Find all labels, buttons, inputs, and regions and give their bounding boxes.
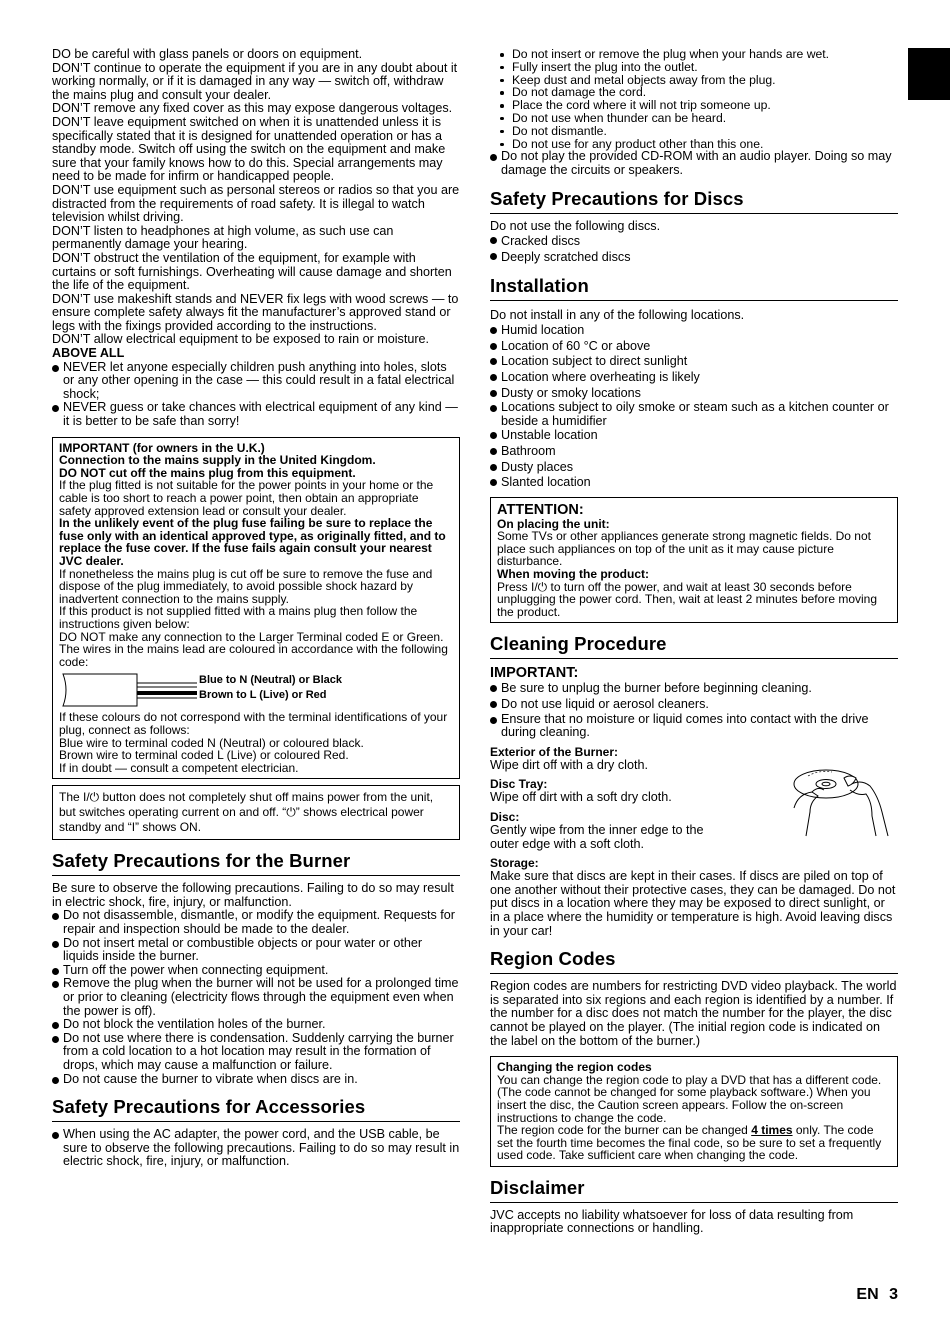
list-item: Location of 60 °C or above	[490, 339, 898, 355]
intro-paragraph: DON’T allow electrical equipment to be exposed to rain or moisture.	[52, 332, 430, 347]
tray-label: Disc Tray:	[490, 777, 548, 792]
list-item: Dusty or smoky locations	[490, 386, 898, 402]
language-code: EN	[856, 1286, 879, 1303]
uk-box-text: If the plug fitted is not suitable for the power points in your home or the cable is too short to reach a power point, then obtain an appropriate safety approved extension lead or consult your dealer.	[59, 478, 434, 518]
list-item: Location where overheating is likely	[490, 370, 898, 386]
list-item: Do not block the ventilation holes of the burner.	[52, 1018, 460, 1032]
intro-paragraph: DON’T continue to operate the equipment if you are in any doubt about it working normally, or if it is damaged in any way — switch off, withdraw the mains plug and consult your dealer.	[52, 60, 458, 102]
intro-section	[52, 48, 460, 429]
intro-paragraph: DON’T obstruct the ventilation of the equipment, for example with curtains or soft furnishings. Overheating will cause damage and shorten the life of the equipment.	[52, 250, 452, 293]
list-item: Keep dust and metal objects away from the plug.	[500, 74, 898, 87]
burner-precautions-list	[52, 909, 460, 1086]
region-limit-text: The region code for the burner can be changed	[497, 1123, 752, 1138]
list-item: Locations subject to oily smoke or steam such as a kitchen counter or beside a humidifier	[490, 401, 898, 428]
region-change-box	[490, 1056, 898, 1167]
list-item: Do not insert or remove the plug when your hands are wet.	[500, 48, 898, 61]
attention-box	[490, 497, 898, 624]
region-box-limit	[497, 1124, 891, 1162]
uk-box-text: DO NOT make any connection to the Larger Terminal coded E or Green.	[59, 629, 444, 644]
exterior-text: Wipe dirt off with a dry cloth.	[490, 757, 648, 772]
intro-paragraph: DON’T listen to headphones at high volume, as such use can permanently damage your hearing.	[52, 223, 394, 252]
storage-text: Make sure that discs are kept in their cases. If discs are piled on top of one another without their protective cases, they can be damaged. Do not put discs in a location where they may be exposed to direct sunlight, or in a place where the humidity or temperature is high. Avoid leaving discs in your car!	[490, 869, 896, 938]
region-text: Region codes are numbers for restricting DVD video playback. The world is separated into six regions and each region is identified by a number. If the number for a disc does not match the number for the player, the disc cannot be played on the player. (The initial region code is indicated on the label on the bottom of the burner.)	[490, 979, 897, 1048]
uk-box-fuse-warning: In the unlikely event of the plug fuse failing be sure to replace the fuse only with an identical approved type, as originally fitted, and to replace the fuse cover. If the fuse fails again consult your nearest JVC dealer.	[59, 516, 446, 568]
list-item: Ensure that no moisture or liquid comes into contact with the drive during cleaning.	[490, 713, 898, 740]
page-number	[856, 1286, 898, 1304]
list-item: Do not disassemble, dismantle, or modify the equipment. Requests for repair and inspection should be made to the dealer.	[52, 909, 460, 936]
intro-paragraph: DON’T use equipment such as personal stereos or radios so that you are distracted from the requirements of road safety. It is illegal to watch television whilst driving.	[52, 182, 460, 225]
list-item: Do not cause the burner to vibrate when discs are in.	[52, 1073, 460, 1087]
discs-intro: Do not use the following discs.	[490, 218, 661, 233]
page-number-value: 3	[889, 1286, 898, 1303]
intro-paragraph: DON’T remove any fixed cover as this may expose dangerous voltages.	[52, 101, 453, 116]
list-item: Do not damage the cord.	[500, 86, 898, 99]
region-box-text: You can change the region code to play a DVD that has a different code. (The code cannot be changed for some playback software.) When you insert the disc, the Caution screen appears. Follow the on-screen instructions to change the code.	[497, 1072, 882, 1125]
above-all-list	[52, 361, 460, 429]
attention-text: Some TVs or other appliances generate strong magnetic fields. Do not place such appliances on top of the unit as it may cause picture disturbance.	[497, 529, 871, 569]
list-item: Do not use when thunder can be heard.	[500, 112, 898, 125]
installation-intro: Do not install in any of the following locations.	[490, 308, 745, 323]
mains-lead-illustration	[59, 672, 199, 708]
wire-label-blue: Blue to N (Neutral) or Black	[199, 674, 343, 687]
storage-label: Storage:	[490, 856, 539, 871]
list-item: Bathroom	[490, 444, 898, 460]
tray-text: Wipe off dirt with a soft dry cloth.	[490, 790, 672, 805]
intro-paragraph: DON’T leave equipment switched on when it is unattended unless it is specifically stated that it is designed for unattended operation or has a standby mode. Switch off using the switch on the equipment and make sure that your family knows how to do this. Special arrangements may need to be made for infirm or handicapped people.	[52, 114, 446, 184]
cleaning-details	[490, 746, 898, 938]
plug-precautions-list	[490, 48, 898, 150]
uk-box-text: Brown wire to terminal coded L (Live) or coloured Red.	[59, 748, 349, 763]
disc-text: Gently wipe from the inner edge to the outer edge with a soft cloth.	[490, 823, 704, 851]
list-item: Remove the plug when the burner will not be used for a prolonged time or prior to cleaning (electricity flows through the equipment even when the power is off).	[52, 977, 460, 1018]
uk-box-text: If nonetheless the mains plug is cut off be sure to remove the fuse and dispose of the plug immediately, to avoid possible shock hazard by inadvertent connection to the mains supply.	[59, 566, 433, 606]
attention-subheading: When moving the product:	[497, 567, 649, 582]
list-item: Dusty places	[490, 460, 898, 476]
uk-box-heading: DO NOT cut off the mains plug from this equipment.	[59, 465, 356, 480]
uk-box-text: If these colours do not correspond with the terminal identifications of your plug, connect as follows:	[59, 710, 448, 737]
list-item: Do not use for any product other than this one.	[500, 138, 898, 151]
section-heading: Safety Precautions for Accessories	[52, 1096, 460, 1122]
list-item: Do not insert metal or combustible objects or pour water or other liquids inside the burner.	[52, 937, 460, 964]
uk-box-text: Blue wire to terminal coded N (Neutral) or coloured black.	[59, 735, 364, 750]
list-item: NEVER let anyone especially children push anything into holes, slots or any other opening in the case — this could result in a fatal electrical shock;	[52, 361, 460, 402]
list-item: Turn off the power when connecting equipment.	[52, 964, 460, 978]
list-item: When using the AC adapter, the power cord, and the USB cable, be sure to observe the following precautions. Failing to do so may result in electric shock, fire, injury, or malfunction.	[52, 1128, 460, 1169]
uk-box-heading: Connection to the mains supply in the United Kingdom.	[59, 453, 376, 468]
list-item: Do not dismantle.	[500, 125, 898, 138]
uk-box-title: IMPORTANT (for owners in the U.K.)	[59, 440, 265, 455]
left-column	[52, 48, 460, 1169]
cdrom-list	[490, 150, 898, 177]
section-heading: Safety Precautions for the Burner	[52, 850, 460, 876]
list-item: NEVER guess or take chances with electrical equipment of any kind — it is better to be safe than sorry!	[52, 401, 460, 428]
section-heading: Installation	[490, 275, 898, 301]
list-item: Do not use liquid or aerosol cleaners.	[490, 697, 898, 713]
exterior-label: Exterior of the Burner:	[490, 744, 619, 759]
section-heading: Region Codes	[490, 948, 898, 974]
language-tab-marker	[908, 48, 950, 100]
list-item: Fully insert the plug into the outlet.	[500, 61, 898, 74]
list-item: Unstable location	[490, 428, 898, 444]
intro-paragraph: DO be careful with glass panels or doors on equipment.	[52, 47, 363, 61]
list-item: Be sure to unplug the burner before beginning cleaning.	[490, 681, 898, 697]
region-box-title: Changing the region codes	[497, 1060, 652, 1075]
region-limit-text: only. The code set the fourth time becomes the final code, so be sure to set a frequently used code. Take sufficient care when changing the code.	[497, 1123, 882, 1163]
power-note-box	[52, 785, 460, 840]
burner-intro: Be sure to observe the following precautions. Failing to do so may result in electric shock, fire, injury, or malfunction.	[52, 881, 454, 909]
uk-box-text: The wires in the mains lead are coloured in accordance with the following code:	[59, 642, 448, 669]
accessories-list	[52, 1128, 460, 1169]
section-heading: Disclaimer	[490, 1177, 898, 1203]
uk-box-text: If this product is not supplied fitted with a mains plug then follow the instructions given below:	[59, 604, 418, 631]
list-item: Humid location	[490, 323, 898, 339]
disclaimer-text: JVC accepts no liability whatsoever for loss of data resulting from inappropriate connections or handling.	[490, 1207, 854, 1236]
uk-important-box	[52, 437, 460, 780]
uk-box-text: If in doubt — consult a competent electrician.	[59, 760, 299, 775]
discs-list	[490, 233, 898, 265]
power-note: The I/⏻ button does not completely shut off mains power from the unit, but switches operating current on and off. “⏻” shows electrical power standby and “I” shows ON.	[59, 790, 434, 835]
section-heading: Cleaning Procedure	[490, 633, 898, 659]
section-heading: Safety Precautions for Discs	[490, 188, 898, 214]
attention-title: ATTENTION:	[497, 501, 584, 518]
list-item: Slanted location	[490, 475, 898, 491]
intro-paragraph: DON’T use makeshift stands and NEVER fix legs with wood screws — to ensure complete safety always fit the manufacturer’s approved stand or legs with the fixings provided according to the instructions.	[52, 291, 459, 333]
above-all-label: ABOVE ALL	[52, 346, 125, 361]
list-item: Do not use where there is condensation. Suddenly carrying the burner from a cold location to a hot location may result in the formation of drops, which may cause a malfunction or failure.	[52, 1032, 460, 1073]
list-item: Place the cord where it will not trip someone up.	[500, 99, 898, 112]
installation-list	[490, 323, 898, 491]
wire-diagram	[59, 672, 453, 708]
region-limit-count: 4 times	[751, 1123, 793, 1138]
important-label: IMPORTANT:	[490, 665, 579, 682]
disc-label: Disc:	[490, 810, 520, 824]
disc-cleaning-illustration	[788, 756, 898, 838]
attention-text: Press I/⏻ to turn off the power, and wait at least 30 seconds before unplugging the power cord. Then, wait at least 2 minutes before moving the product.	[497, 579, 878, 619]
list-item: Deeply scratched discs	[490, 249, 898, 265]
list-item: Cracked discs	[490, 233, 898, 249]
list-item: Do not play the provided CD-ROM with an audio player. Doing so may damage the circuits or speakers.	[490, 150, 898, 177]
attention-subheading: On placing the unit:	[497, 516, 610, 531]
list-item: Location subject to direct sunlight	[490, 354, 898, 370]
wire-label-brown: Brown to L (Live) or Red	[199, 689, 327, 702]
cleaning-list	[490, 681, 898, 739]
right-column	[490, 48, 898, 1236]
